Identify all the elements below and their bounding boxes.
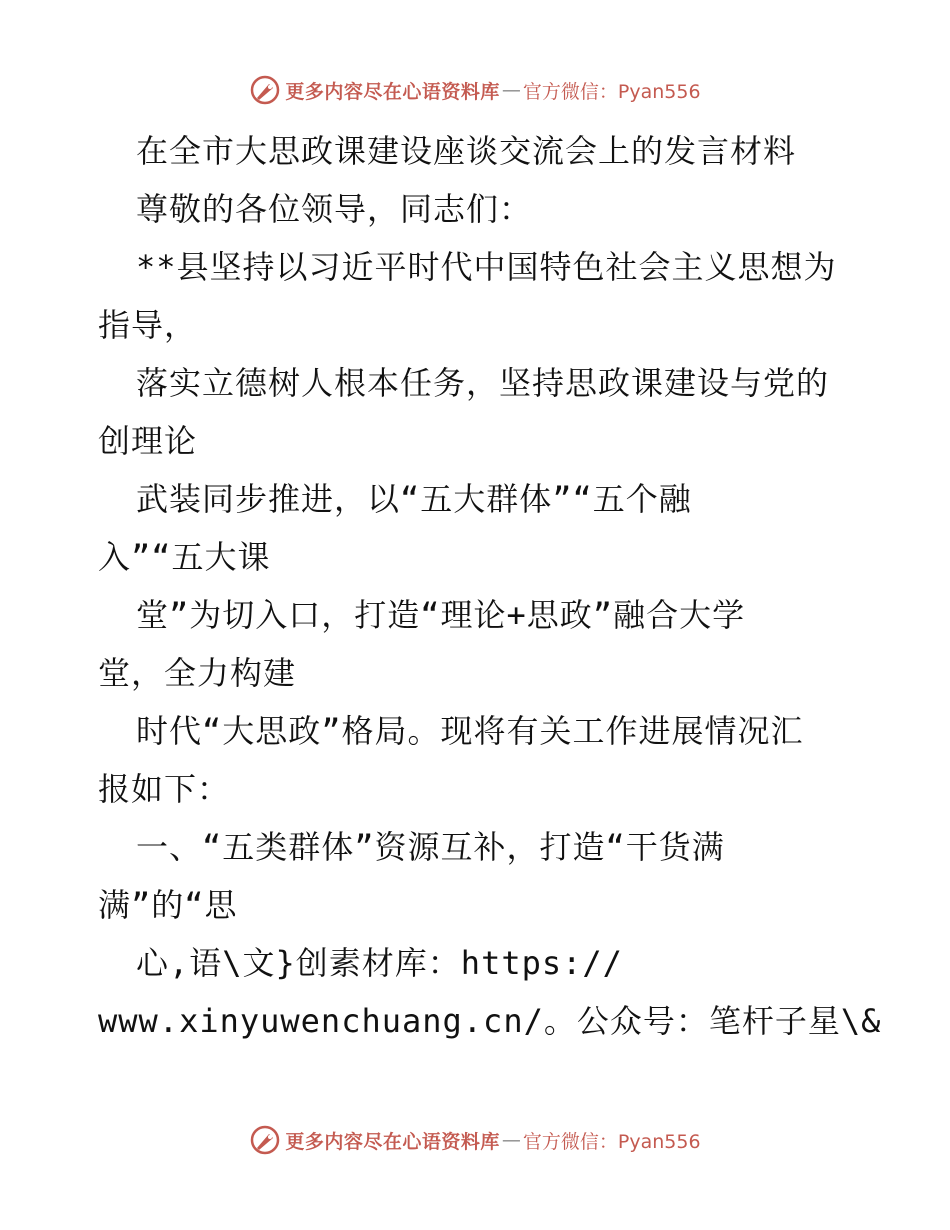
- body-line: 报如下：: [98, 770, 231, 808]
- watermark-separator: —: [501, 79, 521, 101]
- body-line: 时代“大思政”格局。现将有关工作进展情况汇: [136, 712, 804, 750]
- pen-nib-logo-icon: [249, 74, 281, 106]
- body-line: **县坚持以习近平时代中国特色社会主义思想为: [136, 248, 837, 286]
- body-line: 指导，: [98, 306, 198, 344]
- embedded-ad-url-line: www.xinyuwenchuang.cn/。公众号：笔杆子星\&: [98, 1002, 882, 1040]
- section-heading-line: 满”的“思: [98, 886, 238, 924]
- watermark-main-text: 更多内容尽在心语资料库: [285, 1130, 500, 1153]
- body-line: 创理论: [98, 422, 198, 460]
- watermark-wechat-text: 官方微信：Pyan556: [522, 80, 701, 103]
- body-line: 武装同步推进，以“五大群体”“五个融: [136, 480, 692, 518]
- section-heading-line: 一、“五类群体”资源互补，打造“干货满: [136, 828, 725, 866]
- watermark-banner-bottom: [0, 1120, 950, 1160]
- watermark-separator: —: [501, 1129, 521, 1151]
- watermark-wechat-text: 官方微信：Pyan556: [522, 1130, 701, 1153]
- embedded-ad-line: 心,语\文}创素材库：https://: [136, 944, 623, 982]
- document-title: 在全市大思政课建设座谈交流会上的发言材料: [136, 132, 797, 170]
- watermark-banner-top: [0, 70, 950, 110]
- document-body: [98, 122, 888, 1050]
- body-line: 堂，全力构建: [98, 654, 297, 692]
- body-line: 入”“五大课: [98, 538, 271, 576]
- watermark-main-text: 更多内容尽在心语资料库: [285, 80, 500, 103]
- body-line: 堂”为切入口，打造“理论+思政”融合大学: [136, 596, 746, 634]
- salutation-line: 尊敬的各位领导，同志们：: [136, 190, 533, 228]
- pen-nib-logo-icon: [249, 1124, 281, 1156]
- body-line: 落实立德树人根本任务，坚持思政课建设与党的: [136, 364, 830, 402]
